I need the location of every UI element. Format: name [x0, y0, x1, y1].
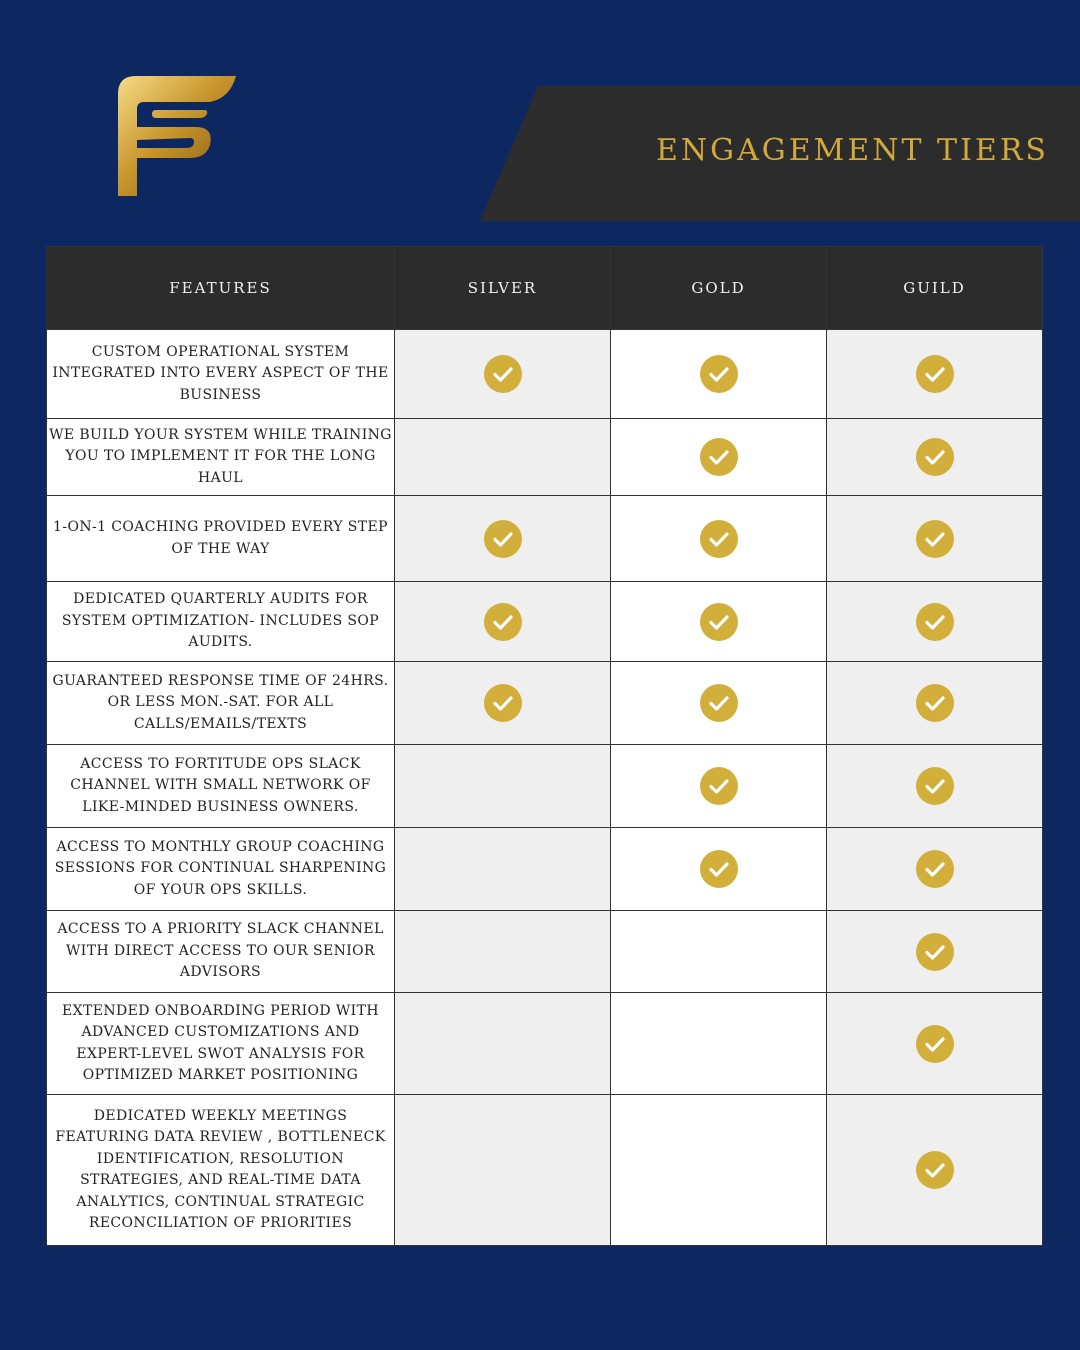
header-gold: GOLD: [611, 247, 827, 330]
table-row: [47, 1095, 1043, 1246]
check-circle-icon: [916, 767, 954, 805]
check-circle-icon: [484, 355, 522, 393]
silver-cell: [395, 993, 611, 1095]
guild-cell: [827, 993, 1043, 1095]
check-circle-icon: [484, 520, 522, 558]
gold-cell: [611, 993, 827, 1095]
table-row: [47, 419, 1043, 496]
header-features: FEATURES: [47, 247, 395, 330]
guild-cell: [827, 662, 1043, 745]
gold-cell: [611, 496, 827, 582]
silver-cell: [395, 496, 611, 582]
guild-cell: [827, 419, 1043, 496]
guild-cell: [827, 330, 1043, 419]
silver-cell: [395, 662, 611, 745]
check-circle-icon: [916, 603, 954, 641]
check-circle-icon: [700, 355, 738, 393]
gold-cell: [611, 330, 827, 419]
guild-cell: [827, 496, 1043, 582]
feature-label: DEDICATED QUARTERLY AUDITS FOR SYSTEM OPTIMIZATION- INCLUDES SOP AUDITS.: [47, 582, 395, 662]
check-circle-icon: [700, 850, 738, 888]
check-circle-icon: [700, 603, 738, 641]
guild-cell: [827, 1095, 1043, 1246]
table-row: [47, 745, 1043, 828]
silver-cell: [395, 330, 611, 419]
silver-cell: [395, 419, 611, 496]
feature-label: ACCESS TO A PRIORITY SLACK CHANNEL WITH DIRECT ACCESS TO OUR SENIOR ADVISORS: [47, 911, 395, 993]
guild-cell: [827, 745, 1043, 828]
table-row: [47, 911, 1043, 993]
check-circle-icon: [916, 1151, 954, 1189]
check-circle-icon: [916, 1025, 954, 1063]
feature-label: ACCESS TO FORTITUDE OPS SLACK CHANNEL WITH SMALL NETWORK OF LIKE-MINDED BUSINESS OWNERS.: [47, 745, 395, 828]
feature-label: 1-ON-1 COACHING PROVIDED EVERY STEP OF THE WAY: [47, 496, 395, 582]
feature-label: ACCESS TO MONTHLY GROUP COACHING SESSIONS FOR CONTINUAL SHARPENING OF YOUR OPS SKILLS.: [47, 828, 395, 911]
check-circle-icon: [916, 438, 954, 476]
engagement-tiers-table: [46, 246, 1043, 1246]
feature-label: CUSTOM OPERATIONAL SYSTEM INTEGRATED INTO EVERY ASPECT OF THE BUSINESS: [47, 330, 395, 419]
check-circle-icon: [484, 603, 522, 641]
table-header-row: [47, 247, 1043, 330]
table-row: [47, 662, 1043, 745]
guild-cell: [827, 911, 1043, 993]
feature-label: EXTENDED ONBOARDING PERIOD WITH ADVANCED CUSTOMIZATIONS AND EXPERT-LEVEL SWOT ANALYSIS FOR OPTIMIZED MARKET POSITIONING: [47, 993, 395, 1095]
table-body: [47, 330, 1043, 1246]
check-circle-icon: [700, 438, 738, 476]
gold-cell: [611, 582, 827, 662]
table-row: [47, 993, 1043, 1095]
feature-label: WE BUILD YOUR SYSTEM WHILE TRAINING YOU TO IMPLEMENT IT FOR THE LONG HAUL: [47, 419, 395, 496]
check-circle-icon: [916, 355, 954, 393]
table-row: [47, 828, 1043, 911]
header-guild: GUILD: [827, 247, 1043, 330]
gold-cell: [611, 419, 827, 496]
feature-label: DEDICATED WEEKLY MEETINGS FEATURING DATA REVIEW , BOTTLENECK IDENTIFICATION, RESOLUTION STRATEGIES, AND REAL-TIME DATA ANALYTICS, CONTINUAL STRATEGIC RECONCILIATION OF PRIORITIES: [47, 1095, 395, 1246]
table-row: [47, 330, 1043, 419]
check-circle-icon: [700, 767, 738, 805]
header-silver: SILVER: [395, 247, 611, 330]
guild-cell: [827, 828, 1043, 911]
gold-cell: [611, 828, 827, 911]
check-circle-icon: [916, 520, 954, 558]
check-circle-icon: [916, 933, 954, 971]
fortitude-f-logo-icon: [112, 70, 242, 202]
silver-cell: [395, 582, 611, 662]
check-circle-icon: [484, 684, 522, 722]
page-title: ENGAGEMENT TIERS: [656, 133, 1049, 168]
gold-cell: [611, 911, 827, 993]
table-row: [47, 582, 1043, 662]
guild-cell: [827, 582, 1043, 662]
gold-cell: [611, 1095, 827, 1246]
silver-cell: [395, 1095, 611, 1246]
silver-cell: [395, 745, 611, 828]
check-circle-icon: [700, 684, 738, 722]
gold-cell: [611, 745, 827, 828]
check-circle-icon: [916, 684, 954, 722]
gold-cell: [611, 662, 827, 745]
silver-cell: [395, 911, 611, 993]
table-row: [47, 496, 1043, 582]
feature-label: GUARANTEED RESPONSE TIME OF 24HRS. OR LESS MON.-SAT. FOR ALL CALLS/EMAILS/TEXTS: [47, 662, 395, 745]
check-circle-icon: [916, 850, 954, 888]
check-circle-icon: [700, 520, 738, 558]
silver-cell: [395, 828, 611, 911]
